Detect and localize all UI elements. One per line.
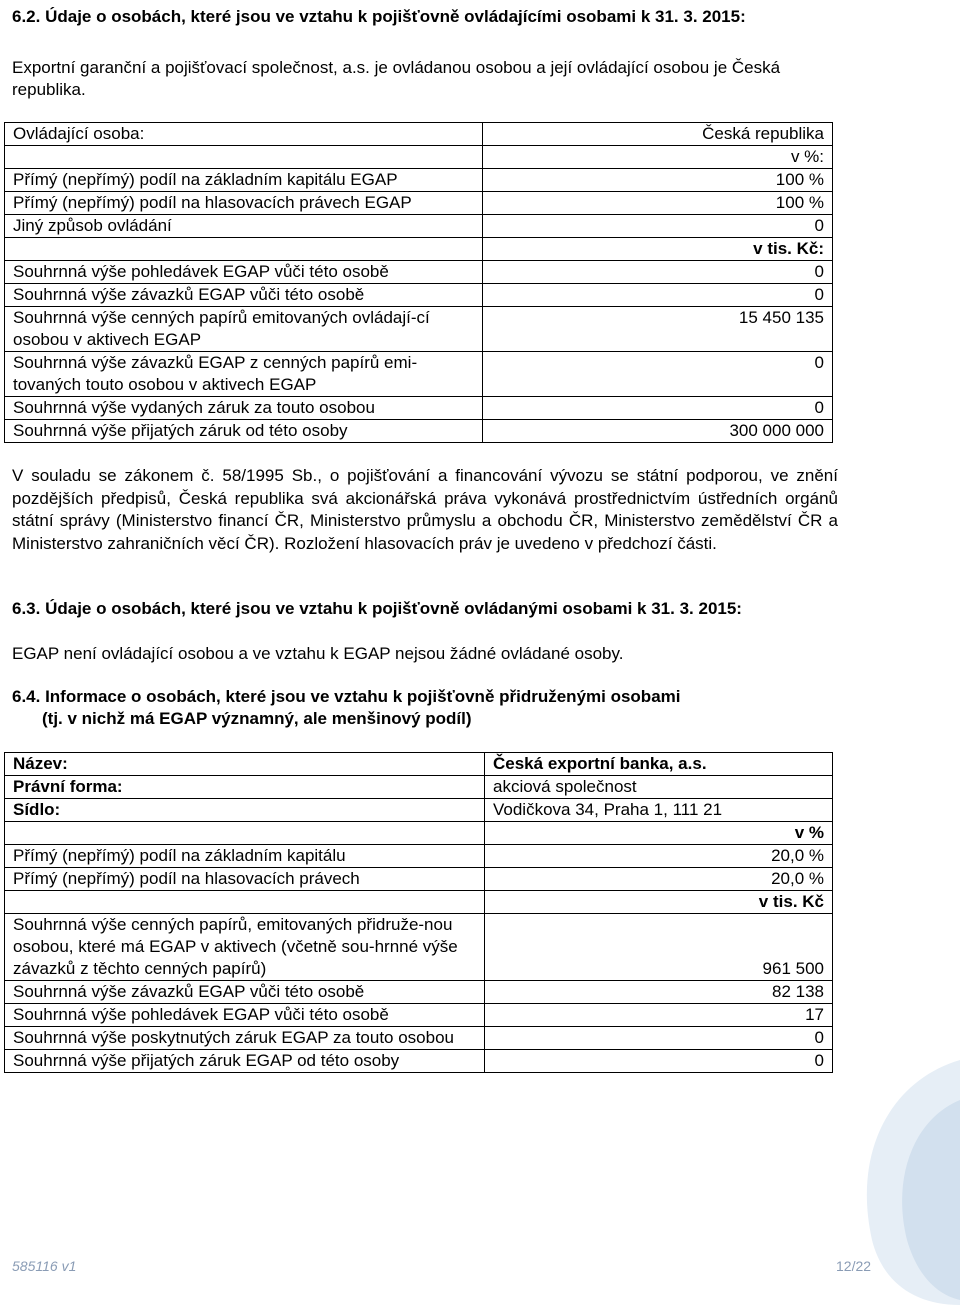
seat-value: Vodičkova 34, Praha 1, 111 21 [485,799,833,822]
row-value: 0 [483,284,833,307]
header-value: Česká republika [483,123,833,146]
table-row [5,238,833,261]
section-6-2-title: 6.2. Údaje o osobách, které jsou ve vztahu k pojišťovně ovládajícími osobami k 31. 3. 2015: [12,7,746,26]
table-row [5,397,833,420]
row-label: Souhrnná výše závazků EGAP z cenných papírů emi-tovaných touto osobou v aktivech EGAP [5,352,483,397]
unit-percent: v % [485,822,833,845]
section-6-3-text: EGAP není ovládající osobou a ve vztahu k EGAP nejsou žádné ovládané osoby. [12,644,624,663]
name-label: Název: [5,753,485,776]
table-row [5,1004,833,1027]
row-label: Souhrnná výše poskytnutých záruk EGAP za touto osobou [5,1027,485,1050]
row-label: Souhrnná výše přijatých záruk od této osoby [5,420,483,443]
unit-spacer [5,822,485,845]
row-value: 17 [485,1004,833,1027]
footer-page-number: 12/22 [836,1258,872,1274]
section-6-4-title [12,686,838,730]
form-value: akciová společnost [485,776,833,799]
unit-spacer [5,146,483,169]
table-row [5,891,833,914]
row-value: 0 [485,1027,833,1050]
table-row [5,284,833,307]
controlling-person-table [4,122,833,443]
row-value: 82 138 [485,981,833,1004]
section-6-4-title-line1: 6.4. Informace o osobách, které jsou ve vztahu k pojišťovně přidruženými osobami [12,687,681,706]
row-value: 0 [483,261,833,284]
row-value: 100 % [483,192,833,215]
table-row [5,822,833,845]
unit-spacer [5,891,485,914]
row-value: 0 [485,1050,833,1073]
table-row [5,123,833,146]
table-row [5,981,833,1004]
row-label: Přímý (nepřímý) podíl na základním kapitálu EGAP [5,169,483,192]
table-row [5,420,833,443]
row-value: 0 [483,397,833,420]
unit-czk: v tis. Kč: [483,238,833,261]
unit-spacer [5,238,483,261]
law-paragraph: V souladu se zákonem č. 58/1995 Sb., o pojišťování a financování vývozu se státní podporou, ve znění pozdějších předpisů, Česká republika svá akcionářská práva vykonává prostřednictvím ústředních orgánů státní správy (Ministerstvo financí ČR, Ministerstvo průmyslu a obchodu ČR, Ministerstvo zemědělství ČR a Ministerstvo zahraničních věcí ČR). Rozložení hlasovacích práv je uvedeno v předchozí části. [12,466,838,553]
table-row [5,352,833,397]
form-label: Právní forma: [5,776,485,799]
row-label: Souhrnná výše závazků EGAP vůči této osobě [5,981,485,1004]
row-value: 961 500 [485,914,833,981]
row-label: Přímý (nepřímý) podíl na základním kapitálu [5,845,485,868]
table-row [5,845,833,868]
row-label: Souhrnná výše závazků EGAP vůči této osobě [5,284,483,307]
row-value: 20,0 % [485,868,833,891]
row-label: Souhrnná výše pohledávek EGAP vůči této osobě [5,1004,485,1027]
footer-doc-id: 585116 v1 [12,1258,77,1274]
watermark-logo-icon [812,1040,960,1305]
row-label: Souhrnná výše cenných papírů, emitovaných přidruže-nou osobou, které má EGAP v aktivech (včetně sou-hrnné výše závazků z těchto cenných papírů) [5,914,485,981]
row-value: 0 [483,215,833,238]
table-row [5,776,833,799]
row-label: Přímý (nepřímý) podíl na hlasovacích právech [5,868,485,891]
unit-percent: v %: [483,146,833,169]
row-label: Souhrnná výše vydaných záruk za touto osobou [5,397,483,420]
table-row [5,753,833,776]
unit-czk: v tis. Kč [485,891,833,914]
header-label: Ovládající osoba: [5,123,483,146]
row-label: Souhrnná výše přijatých záruk EGAP od této osoby [5,1050,485,1073]
name-value: Česká exportní banka, a.s. [485,753,833,776]
seat-label: Sídlo: [5,799,485,822]
row-value: 20,0 % [485,845,833,868]
row-label: Souhrnná výše cenných papírů emitovaných ovládají-cí osobou v aktivech EGAP [5,307,483,352]
table-row [5,169,833,192]
table-row [5,799,833,822]
section-6-3-title: 6.3. Údaje o osobách, které jsou ve vztahu k pojišťovně ovládanými osobami k 31. 3. 2015: [12,599,742,618]
table-row [5,261,833,284]
table-row [5,868,833,891]
table-row [5,1027,833,1050]
row-value: 300 000 000 [483,420,833,443]
table-row [5,146,833,169]
row-label: Přímý (nepřímý) podíl na hlasovacích právech EGAP [5,192,483,215]
row-label: Souhrnná výše pohledávek EGAP vůči této osobě [5,261,483,284]
section-6-4-title-line2: (tj. v nichž má EGAP významný, ale menšinový podíl) [42,709,472,728]
associated-person-table [4,752,833,1073]
row-value: 0 [483,352,833,397]
table-row [5,192,833,215]
section-6-2-intro: Exportní garanční a pojišťovací společnost, a.s. je ovládanou osobou a její ovládající osobou je Česká republika. [12,58,781,99]
row-label: Jiný způsob ovládání [5,215,483,238]
row-value: 15 450 135 [483,307,833,352]
row-value: 100 % [483,169,833,192]
table-row [5,914,833,981]
table-row [5,215,833,238]
table-row [5,307,833,352]
table-row [5,1050,833,1073]
